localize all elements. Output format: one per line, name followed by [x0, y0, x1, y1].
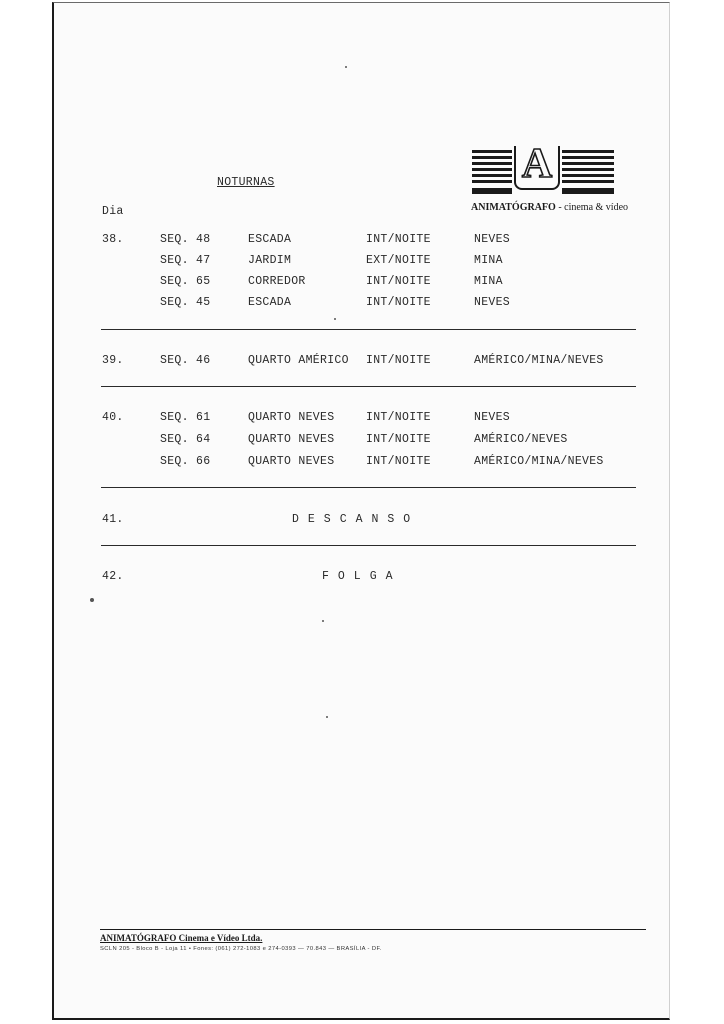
logo-brand: ANIMATÓGRAFO	[471, 202, 556, 213]
day-number: 40.	[102, 411, 124, 424]
cast: NEVES	[474, 296, 511, 309]
sequence-number: SEQ. 47	[160, 254, 211, 267]
location: QUARTO AMÉRICO	[248, 354, 349, 367]
sequence-number: SEQ. 65	[160, 275, 211, 288]
sequence-number: SEQ. 45	[160, 296, 211, 309]
setting: INT/NOITE	[366, 275, 431, 288]
cast: MINA	[474, 254, 503, 267]
section-title: NOTURNAS	[217, 176, 275, 189]
day-number: 38.	[102, 233, 124, 246]
setting: INT/NOITE	[366, 233, 431, 246]
logo-stripes-left	[472, 150, 512, 196]
location: QUARTO NEVES	[248, 455, 335, 468]
setting: INT/NOITE	[366, 411, 431, 424]
scan-speck	[326, 716, 328, 718]
logo-stripes-right	[562, 150, 614, 196]
setting: INT/NOITE	[366, 455, 431, 468]
footer-company: ANIMATÓGRAFO Cinema e Vídeo Ltda.	[100, 933, 263, 943]
scan-speck	[90, 598, 94, 602]
scan-speck	[345, 66, 347, 68]
location: JARDIM	[248, 254, 292, 267]
setting: INT/NOITE	[366, 354, 431, 367]
divider-line	[101, 487, 636, 488]
location: QUARTO NEVES	[248, 433, 335, 446]
cast: NEVES	[474, 233, 511, 246]
logo-tagline: - cinema & vídeo	[555, 202, 629, 213]
sequence-number: SEQ. 64	[160, 433, 211, 446]
cast: AMÉRICO/MINA/NEVES	[474, 455, 604, 468]
setting: EXT/NOITE	[366, 254, 431, 267]
cast: MINA	[474, 275, 503, 288]
location: CORREDOR	[248, 275, 306, 288]
logo-caption	[471, 202, 628, 213]
divider-line	[101, 329, 636, 330]
divider-line	[101, 386, 636, 387]
location: ESCADA	[248, 296, 292, 309]
scan-speck	[334, 318, 336, 320]
footer-divider	[100, 929, 646, 930]
setting: INT/NOITE	[366, 433, 431, 446]
location: QUARTO NEVES	[248, 411, 335, 424]
day-note: FOLGA	[322, 570, 402, 583]
setting: INT/NOITE	[366, 296, 431, 309]
day-number: 39.	[102, 354, 124, 367]
sequence-number: SEQ. 48	[160, 233, 211, 246]
sequence-number: SEQ. 46	[160, 354, 211, 367]
day-number: 42.	[102, 570, 124, 583]
day-number: 41.	[102, 513, 124, 526]
day-note: DESCANSO	[292, 513, 420, 526]
cast: NEVES	[474, 411, 511, 424]
day-header: Dia	[102, 205, 124, 218]
footer-address: SCLN 205 - Bloco B - Loja 11 • Fones: (061) 272-1083 e 274-0393 — 70.843 — BRASÍLIA - DF.	[100, 946, 382, 952]
sequence-number: SEQ. 61	[160, 411, 211, 424]
scan-speck	[322, 620, 324, 622]
divider-line	[101, 545, 636, 546]
logo-letter: A	[521, 141, 553, 187]
sequence-number: SEQ. 66	[160, 455, 211, 468]
location: ESCADA	[248, 233, 292, 246]
cast: AMÉRICO/NEVES	[474, 433, 568, 446]
cast: AMÉRICO/MINA/NEVES	[474, 354, 604, 367]
